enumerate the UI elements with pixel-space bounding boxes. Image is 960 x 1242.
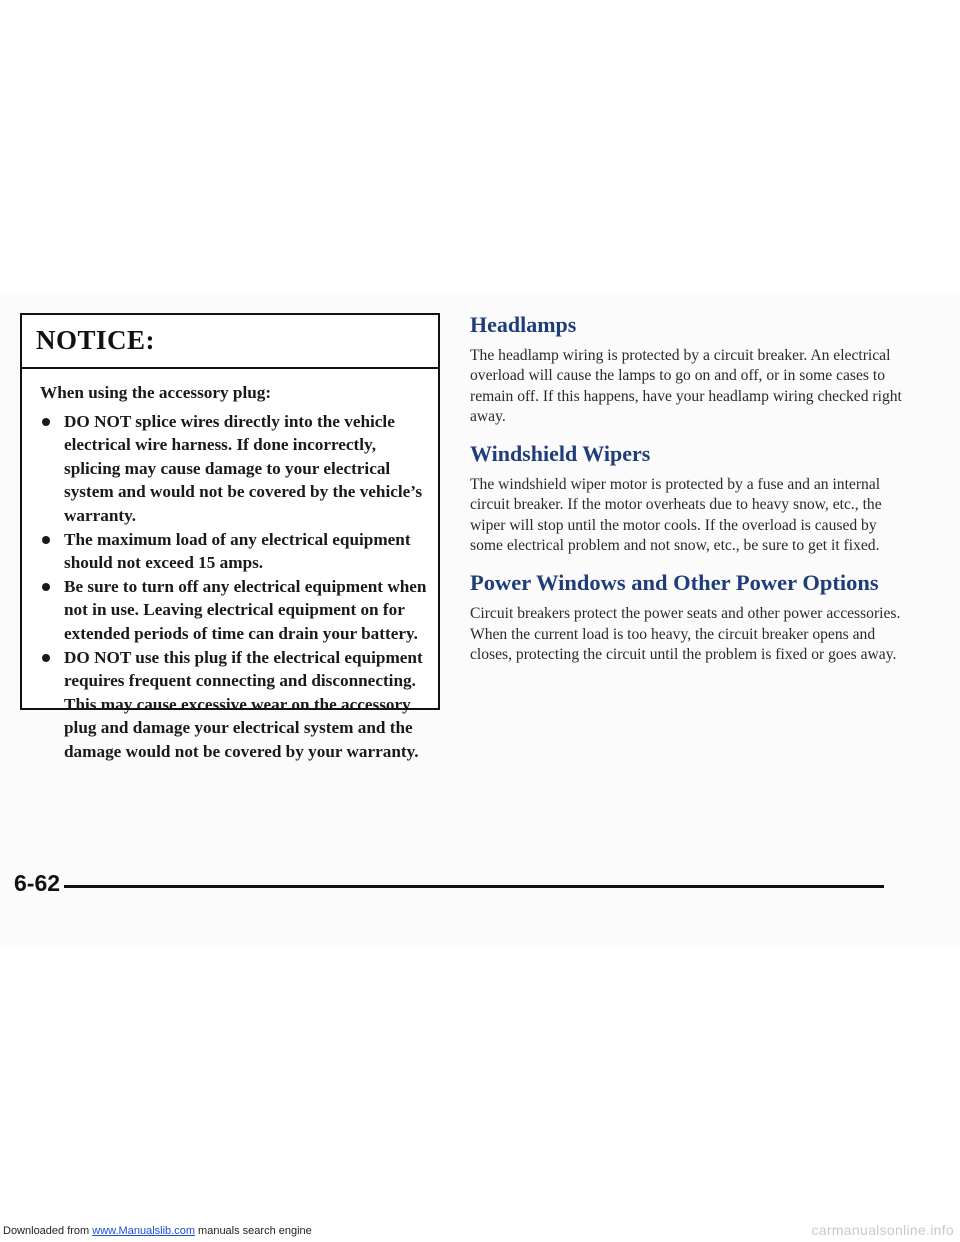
notice-bullet-item [40, 646, 428, 764]
footer-rule [64, 885, 884, 888]
section-heading-windshield-wipers: Windshield Wipers [470, 441, 651, 467]
notice-bullet-text: The maximum load of any electrical equipment should not exceed 15 amps. [64, 529, 411, 573]
notice-box [20, 313, 440, 761]
page-footer [14, 870, 894, 900]
notice-bullet-item [40, 410, 428, 528]
bullet-dot-icon [42, 654, 50, 662]
notice-title: NOTICE: [36, 325, 156, 355]
bullet-dot-icon [42, 583, 50, 591]
manualslib-link[interactable]: www.Manualslib.com [92, 1225, 195, 1237]
page-number: 6-62 [14, 870, 61, 896]
bullet-dot-icon [42, 418, 50, 426]
notice-header [22, 315, 438, 369]
notice-bullet-text: Be sure to turn off any electrical equipment when not in use. Leaving electrical equipment on for extended periods of time can drain your battery. [64, 576, 427, 643]
notice-bullet-item [40, 575, 428, 646]
notice-bullet-item [40, 528, 428, 575]
notice-body [22, 369, 438, 764]
bullet-dot-icon [42, 536, 50, 544]
notice-bullet-text: DO NOT use this plug if the electrical equipment requires frequent connecting and disconnecting. This may cause excessive wear on the accessory plug and damage your electrical system and the damage would not be covered by your warranty. [64, 647, 423, 761]
notice-bullet-text: DO NOT splice wires directly into the vehicle electrical wire harness. If done incorrectly, splicing may cause damage to your electrical system and would not be covered by the vehicle’s warranty. [64, 411, 423, 525]
section-heading-power-windows: Power Windows and Other Power Options [470, 570, 879, 596]
notice-bullet-list [40, 410, 428, 764]
download-banner-prefix: Downloaded from [3, 1225, 93, 1237]
right-column [470, 312, 910, 679]
download-banner-suffix: manuals search engine [194, 1225, 312, 1237]
section-body-power-windows: Circuit breakers protect the power seats and other power accessories. When the current load is too heavy, the circuit breaker opens and closes, protecting the circuit until the problem is fixed or goes away. [470, 605, 901, 663]
download-banner [3, 1225, 312, 1237]
notice-intro: When using the accessory plug: [40, 383, 272, 402]
site-watermark: carmanualsonline.info [811, 1222, 954, 1238]
section-body-headlamps: The headlamp wiring is protected by a circuit breaker. An electrical overload will cause the lamps to go on and off, or in some cases to remain off. If this happens, have your headlamp wiring checked right away. [470, 347, 902, 425]
section-heading-headlamps: Headlamps [470, 312, 577, 337]
section-body-windshield-wipers: The windshield wiper motor is protected by a fuse and an internal circuit breaker. If the motor overheats due to heavy snow, etc., the wiper will stop until the motor cools. If the overload is caused by some electrical problem and not snow, etc., be sure to get it fixed. [470, 476, 882, 555]
